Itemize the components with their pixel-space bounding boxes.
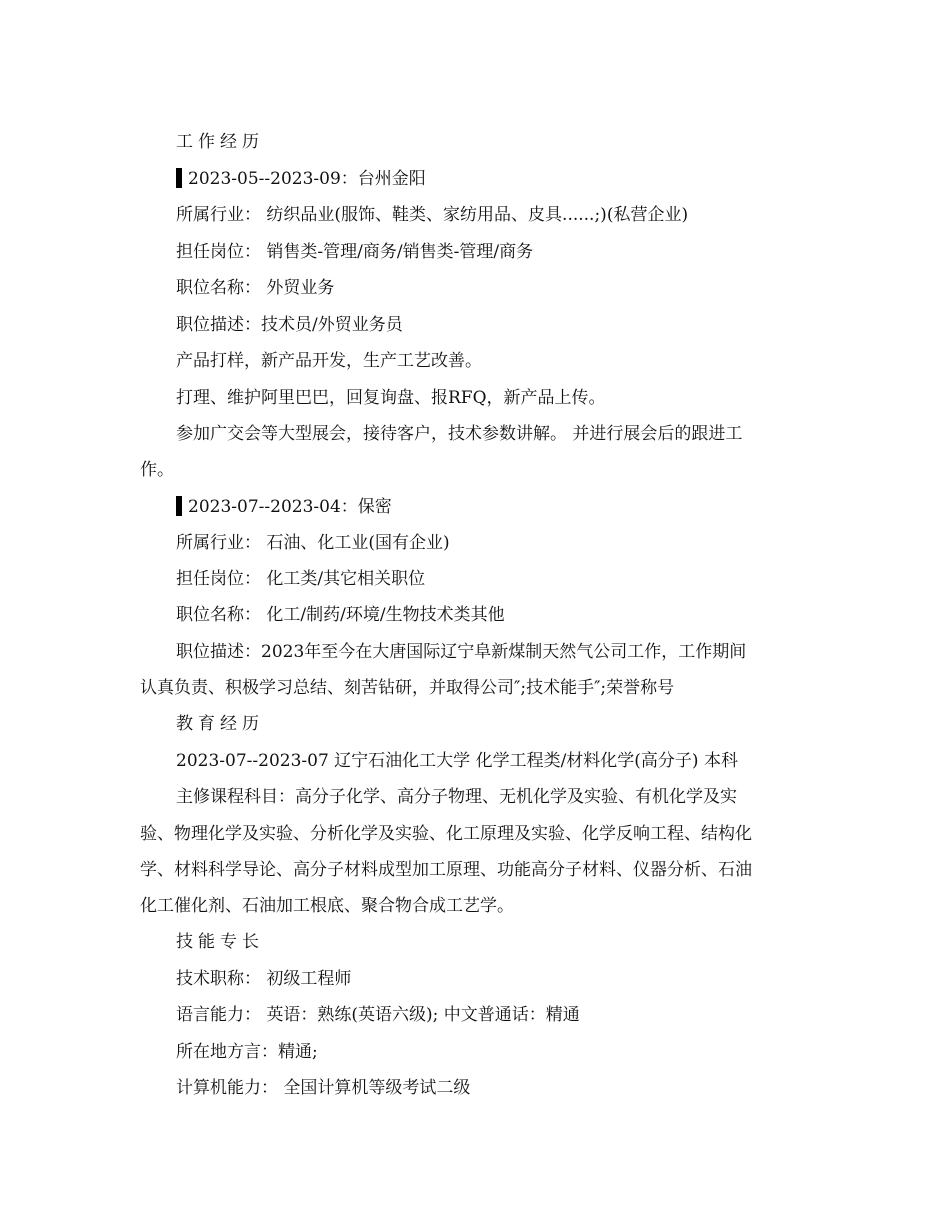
job-1-post: 担任岗位： 销售类-管理/商务/销售类-管理/商务 xyxy=(176,242,534,262)
skills-heading: 技能专长 xyxy=(176,932,264,952)
job-1-detail: 参加广交会等大型展会，接待客户，技术参数讲解。 并进行展会后的跟进工 xyxy=(176,424,743,444)
education-entry: 2023-07--2023-07 辽宁石油化工大学 化学工程类/材料化学(高分子) 本科 xyxy=(176,751,738,771)
work-experience-heading: 工作经历 xyxy=(176,132,264,152)
section-marker-icon xyxy=(176,168,182,188)
skills-language: 语言能力： 英语：熟练(英语六级); 中文普通话：精通 xyxy=(176,1005,580,1025)
job-1-position: 职位名称： 外贸业务 xyxy=(176,278,335,298)
skills-dialect: 所在地方言：精通; xyxy=(176,1042,318,1062)
job-2-description: 职位描述：2023年至今在大唐国际辽宁阜新煤制天然气公司工作，工作期间 xyxy=(176,642,747,662)
job-1-detail: 打理、维护阿里巴巴，回复询盘、报RFQ，新产品上传。 xyxy=(176,388,606,408)
education-courses-cont: 化工催化剂、石油加工根底、聚合物合成工艺学。 xyxy=(140,896,514,916)
job-1-title xyxy=(176,161,856,197)
education-courses-cont: 学、材料科学导论、高分子材料成型加工原理、功能高分子材料、仪器分析、石油 xyxy=(140,860,752,880)
job-2-title-text: 2023-07--2023-04：保密 xyxy=(188,497,392,517)
skills-computer: 计算机能力： 全国计算机等级考试二级 xyxy=(176,1078,471,1098)
job-2-position: 职位名称： 化工/制药/环境/生物技术类其他 xyxy=(176,605,505,625)
section-marker-icon xyxy=(176,496,182,516)
education-courses: 主修课程科目：高分子化学、高分子物理、无机化学及实验、有机化学及实 xyxy=(176,787,737,807)
education-heading: 教育经历 xyxy=(176,714,264,734)
job-1-industry: 所属行业： 纺织品业(服饰、鞋类、家纺用品、皮具......;)(私营企业) xyxy=(176,205,689,225)
job-1-description: 职位描述：技术员/外贸业务员 xyxy=(176,315,403,335)
skills-title: 技术职称： 初级工程师 xyxy=(176,969,352,989)
job-1-detail: 产品打样，新产品开发，生产工艺改善。 xyxy=(176,351,482,371)
job-2-title xyxy=(176,489,856,525)
job-2-industry: 所属行业： 石油、化工业(国有企业) xyxy=(176,533,450,553)
job-2-description-cont: 认真负责、积极学习总结、刻苦钻研，并取得公司″;技术能手″;荣誉称号 xyxy=(140,678,675,698)
education-courses-cont: 验、物理化学及实验、分析化学及实验、化工原理及实验、化学反响工程、结构化 xyxy=(140,824,752,844)
job-2-post: 担任岗位： 化工类/其它相关职位 xyxy=(176,569,426,589)
job-1-title-text: 2023-05--2023-09：台州金阳 xyxy=(188,169,426,189)
job-1-detail: 作。 xyxy=(140,460,174,480)
